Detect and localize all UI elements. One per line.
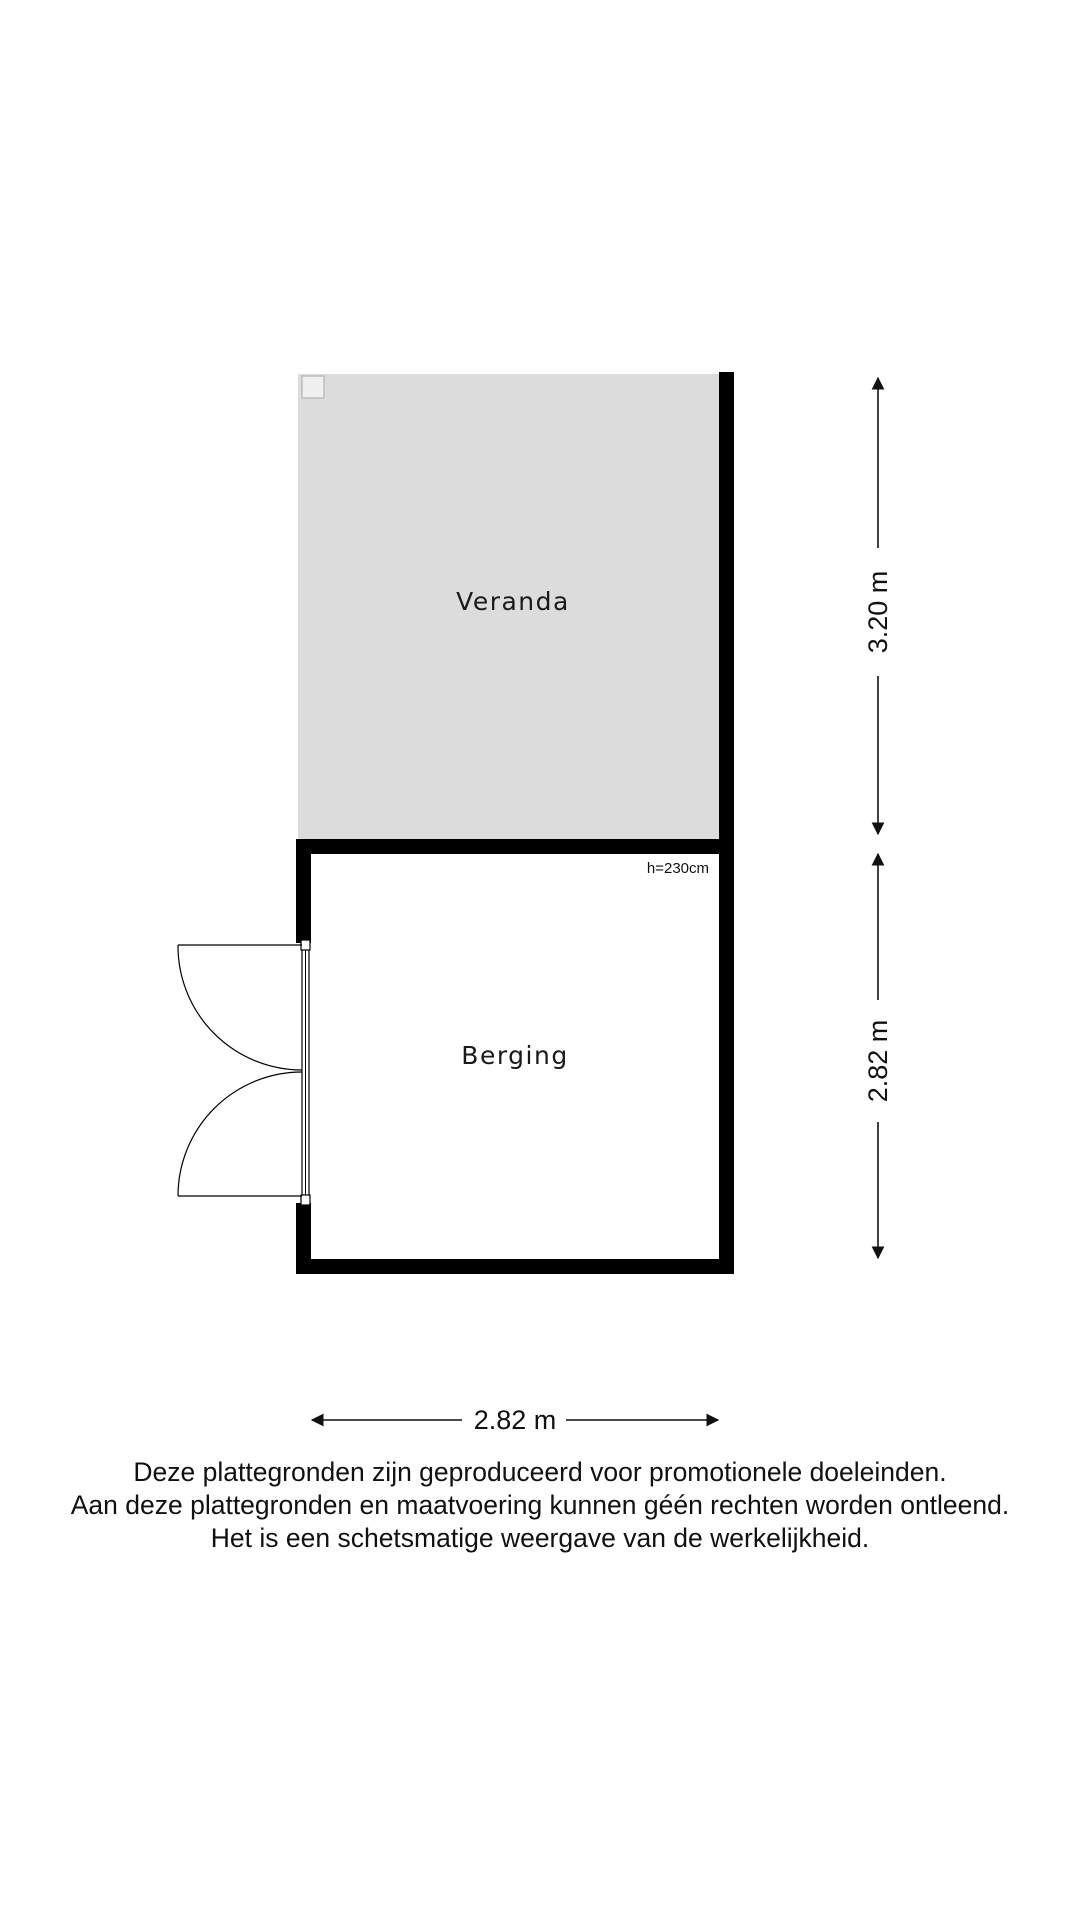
berging-left-wall-upper <box>296 839 311 943</box>
disclaimer-line-3: Het is een schetsmatige weergave van de werkelijkheid. <box>210 1523 870 1553</box>
berging-dimension-label: 2.82 m <box>863 1019 893 1103</box>
veranda-dimension-label: 3.20 m <box>863 570 893 654</box>
width-dimension <box>312 1405 718 1435</box>
disclaimer-line-2: Aan deze plattegronden en maatvoering kunnen géén rechten worden ontleend. <box>70 1490 1010 1520</box>
berging-label: Berging <box>461 1041 569 1070</box>
veranda-label: Veranda <box>456 587 570 616</box>
berging-bottom-wall <box>296 1259 734 1274</box>
right-wall <box>719 372 734 1274</box>
berging-height-label: h=230cm <box>646 860 709 877</box>
disclaimer-line-1: Deze plattegronden zijn geproduceerd voor promotionele doeleinden. <box>133 1457 947 1487</box>
disclaimer <box>0 1456 1080 1555</box>
double-door <box>178 940 310 1205</box>
veranda-dimension <box>863 378 893 834</box>
veranda-corner-marker <box>302 376 324 398</box>
berging-dimension <box>863 854 893 1258</box>
berging-left-wall-lower <box>296 1203 311 1274</box>
width-dimension-label: 2.82 m <box>473 1405 557 1435</box>
berging-top-wall <box>296 839 734 854</box>
